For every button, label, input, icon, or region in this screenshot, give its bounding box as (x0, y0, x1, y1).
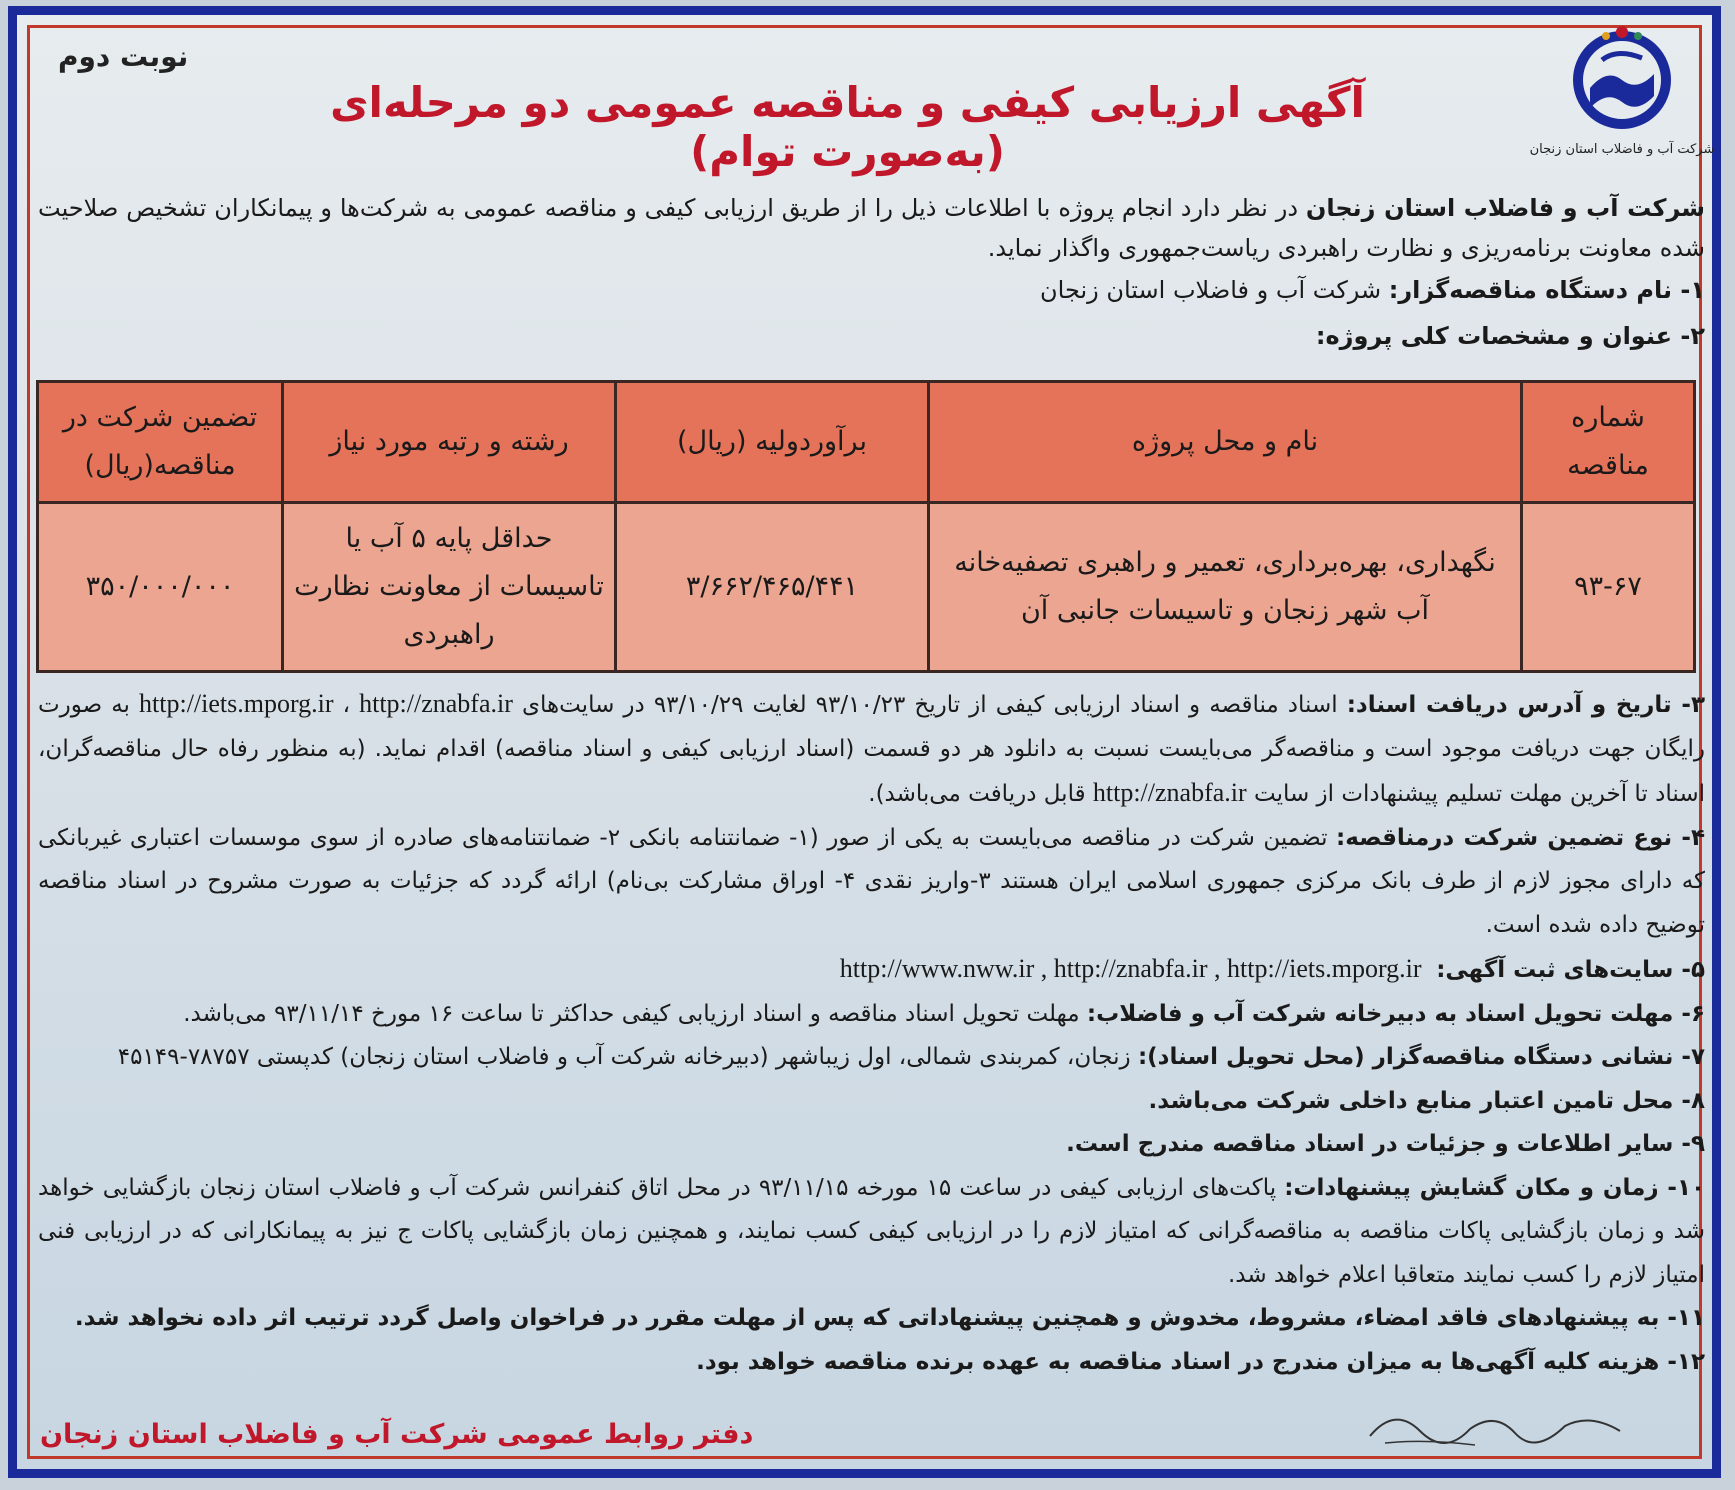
item-4-text: تضمین شرکت در مناقصه می‌بایست به یکی از صور (۱- ضمانتنامه بانکی ۲- ضمانتنامه‌های صادره از سوی موسسات اعتباری غیربانکی که دارای مجوز لازم از طرف بانک مرکزی جمهوری اسلامی ایران هستند ۳-واریز نقدی ۴- اوراق مشارکت بی‌نام) ارائه گردد که جزئیات به صورت مشروح در اسناد مناقصه توضیح داده شده است. (38, 824, 1705, 938)
item-6-text: مهلت تحویل اسناد مناقصه و اسناد ارزیابی کیفی حداکثر تا ساعت ۱۶ مورخ ۹۳/۱۱/۱۴ می‌باشد. (183, 1000, 1087, 1027)
table-header-row (38, 382, 1695, 503)
cell-project-name: نگهداری، بهره‌برداری، تعمیر و راهبری تصفیه‌خانه آب شهر زنجان و تاسیسات جانبی آن (929, 503, 1522, 672)
cell-initial-estimate: ۳/۶۶۲/۴۶۵/۴۴۱ (616, 503, 929, 672)
table-row (38, 503, 1695, 672)
notice-title: آگهی ارزیابی کیفی و مناقصه عمومی دو مرحله‌ای (به‌صورت توام) (330, 78, 1365, 176)
item-3-text-a: اسناد مناقصه و اسناد ارزیابی کیفی از تاریخ ۹۳/۱۰/۲۳ لغایت ۹۳/۱۰/۲۹ در سایت‌های (512, 692, 1347, 718)
item-12: ۱۲- هزینه کلیه آگهی‌ها به میزان مندرج در اسناد مناقصه به عهده برنده مناقصه خواهد بود. (696, 1348, 1705, 1375)
site-link-iets[interactable]: http://iets.mporg.ir (139, 689, 334, 718)
public-relations-office: دفتر روابط عمومی شرکت آب و فاضلاب استان زنجان (40, 1419, 754, 1450)
publication-round: نوبت دوم (58, 40, 189, 73)
item-10-text: پاکت‌های ارزیابی کیفی در ساعت ۱۵ مورخه ۹۳/۱۱/۱۵ در محل اتاق کنفرانس شرکت آب و فاضلاب استان زنجان بازگشایی خواهد شد و زمان بازگشایی پاکات مناقصه به مناقصه‌گرانی که امتیاز لازم را در ارزیابی کیفی کسب نمایند، و همچنین زمان بازگشایی پاکات ج نیز به پیمانکارانی که در ارزیابی فنی امتیاز لازم را کسب نمایند متعاقبا اعلام خواهد شد. (38, 1174, 1705, 1288)
item-3-text-c: قابل دریافت می‌باشد). (868, 781, 1093, 807)
item-10-label: ۱۰- زمان و مکان گشایش پیشنهادات: (1284, 1174, 1706, 1201)
intro-company: شرکت آب و فاضلاب استان زنجان (1305, 194, 1705, 222)
item-2-label: ۲- عنوان و مشخصات کلی پروژه: (1315, 322, 1705, 350)
header-tender-number: شماره مناقصه (1522, 382, 1695, 503)
item-1-value: شرکت آب و فاضلاب استان زنجان (1040, 276, 1389, 304)
item-5-label: ۵- سایت‌های ثبت آگهی: (1436, 957, 1705, 983)
item-2 (38, 322, 1705, 350)
item-10 (38, 1167, 1705, 1298)
cell-tender-number: ۹۳-۶۷ (1522, 503, 1695, 672)
item-1 (38, 276, 1705, 304)
item-5-sites[interactable]: http://www.nww.ir , http://znabfa.ir , http://iets.mporg.ir (839, 954, 1422, 983)
item-3: ۳- تاریخ و آدرس دریافت اسناد: اسناد مناقصه و اسناد ارزیابی کیفی از تاریخ ۹۳/۱۰/۲۳ لغایت ۹۳/۱۰/۲۹ در سایت‌های http://iets.mporg.ir ، http://znabfa.ir به صورت رایگان جهت دریافت موجود است و مناقصه‌گر می‌بایست نسبت به دانلود هر دو قسمت (اسناد ارزیابی کیفی و اسناد مناقصه) اقدام نماید. (به منظور رفاه حال مناقصه‌گران، اسناد تا آخرین مهلت تسلیم پیشنهادات از سایت http://znabfa.ir قابل دریافت می‌باشد). (38, 689, 1706, 807)
item-11: ۱۱- به پیشنهادهای فاقد امضاء، مشروط، مخدوش و همچنین پیشنهاداتی که پس از مهلت مقرر در فراخوان واصل گردد ترتیب اثر داده نخواهد شد. (74, 1305, 1705, 1331)
item-7-text: زنجان، کمربندی شمالی، اول زیباشهر (دبیرخانه شرکت آب و فاضلاب استان زنجان) کدپستی ۷۸۷۵۷-۴۵۱۴۹ (117, 1044, 1138, 1070)
item-4-label: ۴- نوع تضمین شرکت درمناقصه: (1336, 824, 1705, 851)
header-required-grade: رشته و رتبه مورد نیاز (283, 382, 616, 503)
notice-items (38, 682, 1705, 1384)
item-7-label: ۷- نشانی دستگاه مناقصه‌گزار (محل تحویل اسناد): (1137, 1044, 1705, 1070)
item-4 (38, 817, 1705, 948)
item-1-label: ۱- نام دستگاه مناقصه‌گزار: (1388, 276, 1705, 304)
site-link-znabfa[interactable]: http://znabfa.ir (359, 689, 513, 718)
intro-paragraph (38, 188, 1705, 268)
cell-required-grade: حداقل پایه ۵ آب یا تاسیسات از معاونت نظارت راهبردی (283, 503, 616, 672)
item-6 (38, 993, 1705, 1037)
item-9: ۹- سایر اطلاعات و جزئیات در اسناد مناقصه مندرج است. (1066, 1131, 1705, 1157)
header-initial-estimate: برآوردولیه (ریال) (616, 382, 929, 503)
item-8: ۸- محل تامین اعتبار منابع داخلی شرکت می‌باشد. (1148, 1087, 1705, 1114)
item-7 (38, 1036, 1705, 1080)
water-drop-logo-icon (1562, 18, 1682, 138)
logo-caption: شرکت آب و فاضلاب استان زنجان (1529, 142, 1715, 157)
handwritten-signature (1365, 1401, 1625, 1455)
header-project-name: نام و محل پروژه (929, 382, 1522, 503)
tender-table (36, 380, 1696, 673)
intro-text: در نظر دارد انجام پروژه با اطلاعات ذیل را از طریق ارزیابی کیفی و مناقصه عمومی به شرکت‌ها و پیمانکاران تشخیص صلاحیت شده معاونت برنامه‌ریزی و نظارت راهبردی ریاست‌جمهوری واگذار نماید. (38, 194, 1705, 262)
company-logo (1527, 18, 1717, 157)
cell-guarantee: ۳۵۰/۰۰۰/۰۰۰ (38, 503, 283, 672)
item-3-text-b: به صورت رایگان جهت دریافت موجود است و مناقصه‌گر می‌بایست نسبت به دانلود هر دو قسمت (اسناد ارزیابی کیفی و اسناد مناقصه) اقدام نماید. (به منظور رفاه حال مناقصه‌گران، اسناد تا آخرین مهلت تسلیم پیشنهادات از سایت (38, 692, 1705, 807)
item-3-label: ۳- تاریخ و آدرس دریافت اسناد: (1346, 692, 1706, 718)
header-guarantee: تضمین شرکت در مناقصه(ریال) (38, 382, 283, 503)
site-link-znabfa-2[interactable]: http://znabfa.ir (1092, 778, 1247, 807)
item-5 (38, 947, 1705, 993)
item-6-label: ۶- مهلت تحویل اسناد به دبیرخانه شرکت آب و فاضلاب: (1086, 1000, 1705, 1027)
